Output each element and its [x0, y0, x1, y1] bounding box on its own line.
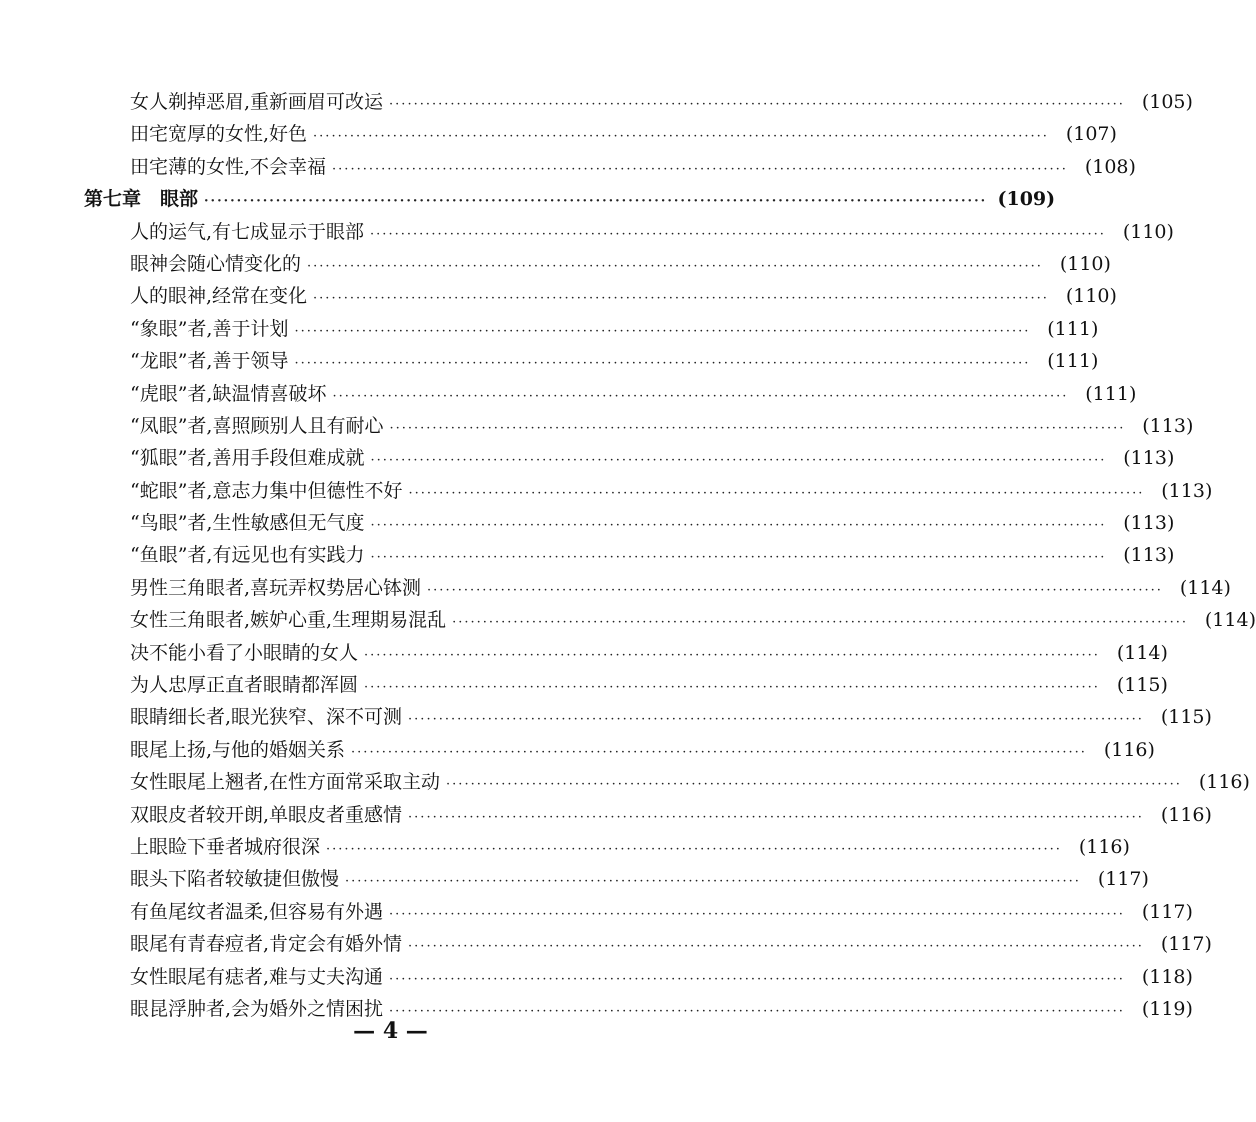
toc-list: [0, 86, 1256, 1025]
dot-leader: ························································································································: [370, 226, 1106, 242]
toc-entry-title: 为人忠厚正直者眼睛都浑圆: [130, 674, 359, 697]
toc-entry-page: (116): [1078, 835, 1130, 858]
toc-entry-title: 女性眼尾上翘者,在性方面常采取主动: [130, 771, 441, 794]
toc-entry: [0, 442, 1175, 474]
toc-entry: [0, 572, 1231, 604]
toc-entry-page: (119): [1141, 997, 1193, 1020]
dot-leader: ························································································································: [389, 906, 1125, 922]
toc-entry: [0, 928, 1212, 960]
toc-entry-title: 人的运气,有七成显示于眼部: [130, 220, 365, 243]
dot-leader: ························································································································: [364, 680, 1100, 696]
toc-entry: [0, 345, 1099, 377]
toc-entry-title: 第七章 眼部: [84, 188, 199, 211]
toc-entry-page: (116): [1103, 738, 1155, 761]
toc-entry-page: (110): [1065, 285, 1117, 308]
toc-entry: [0, 86, 1193, 118]
toc-entry-title: 上眼睑下垂者城府很深: [130, 835, 321, 858]
toc-entry: [0, 507, 1175, 539]
toc-entry: [0, 378, 1137, 410]
toc-entry-page: (115): [1116, 674, 1168, 697]
dot-leader: ························································································································: [408, 939, 1144, 955]
toc-entry-page: (116): [1160, 803, 1212, 826]
toc-entry-page: (113): [1123, 544, 1175, 567]
toc-entry-title: “鸟眼”者,生性敏感但无气度: [130, 512, 365, 535]
dot-leader: ························································································································: [389, 97, 1125, 112]
toc-entry-title: 女性三角眼者,嫉妒心重,生理期易混乱: [130, 609, 447, 632]
dot-leader: ························································································································: [204, 194, 988, 210]
toc-entry: [0, 539, 1175, 571]
toc-entry: [0, 280, 1117, 312]
toc-entry: [0, 604, 1256, 636]
toc-entry-page: (114): [1204, 609, 1256, 632]
toc-entry-title: “虎眼”者,缺温情喜破坏: [130, 382, 327, 405]
dot-leader: ························································································································: [408, 485, 1145, 501]
toc-entry-page: (105): [1141, 91, 1193, 113]
toc-entry-title: 双眼皮者较开朗,单眼皮者重感情: [130, 803, 403, 826]
dot-leader: ························································································································: [446, 777, 1182, 793]
toc-entry: [0, 313, 1099, 345]
toc-entry-page: (110): [1059, 252, 1111, 275]
toc-entry: [0, 896, 1193, 928]
toc-entry-page: (110): [1122, 220, 1174, 243]
toc-entry-title: 眼睛细长者,眼光狭窄、深不可测: [130, 706, 403, 729]
dot-leader: ························································································································: [427, 582, 1163, 598]
toc-entry: [0, 799, 1212, 831]
dot-leader: ························································································································: [370, 550, 1107, 566]
toc-entry-page: (109): [997, 188, 1056, 211]
dot-leader: ························································································································: [364, 647, 1100, 663]
toc-entry-page: (113): [1123, 512, 1175, 535]
toc-entry: [0, 475, 1213, 507]
toc-chapter-entry: [0, 183, 1056, 215]
toc-entry-title: 女性眼尾有痣者,难与丈夫沟通: [130, 965, 384, 988]
dot-leader: ························································································································: [345, 874, 1081, 890]
toc-entry-title: “狐眼”者,善用手段但难成就: [130, 447, 365, 470]
dot-leader: ························································································································: [307, 258, 1043, 274]
toc-entry-title: 眼昆浮肿者,会为婚外之情困扰: [130, 997, 384, 1020]
toc-entry-title: “凤眼”者,喜照顾别人且有耐心: [130, 414, 384, 437]
toc-entry-page: (111): [1047, 350, 1099, 373]
toc-entry-page: (107): [1065, 123, 1117, 146]
toc-entry-title: 眼尾有青春痘者,肯定会有婚外情: [130, 933, 403, 956]
dot-leader: ························································································································: [408, 809, 1144, 825]
toc-entry-title: “蛇眼”者,意志力集中但德性不好: [130, 479, 403, 502]
toc-entry-title: “象眼”者,善于计划: [130, 317, 289, 340]
dot-leader: ························································································································: [332, 388, 1069, 404]
toc-entry-page: (116): [1198, 771, 1250, 794]
toc-entry-page: (115): [1160, 706, 1212, 729]
toc-entry: [0, 118, 1117, 150]
toc-entry-page: (111): [1047, 317, 1099, 340]
dot-leader: ························································································································: [408, 712, 1144, 728]
toc-entry-title: 眼头下陷者较敏捷但傲慢: [130, 868, 340, 891]
dot-leader: ························································································································: [326, 841, 1062, 857]
toc-entry: [0, 248, 1111, 280]
toc-entry-title: 田宅薄的女性,不会幸福: [130, 155, 327, 178]
toc-entry-page: (117): [1160, 933, 1212, 956]
toc-entry-title: 田宅宽厚的女性,好色: [130, 123, 308, 146]
toc-entry-title: 眼神会随心情变化的: [130, 252, 302, 275]
toc-entry: [0, 831, 1130, 863]
toc-entry-page: (117): [1141, 900, 1193, 923]
toc-entry-title: “龙眼”者,善于领导: [130, 350, 289, 373]
toc-entry: [0, 669, 1168, 701]
toc-entry: [0, 216, 1174, 248]
toc-entry-page: (113): [1142, 414, 1194, 437]
toc-entry: [0, 766, 1250, 798]
dot-leader: ························································································································: [294, 323, 1031, 339]
dot-leader: ························································································································: [332, 161, 1068, 177]
toc-entry: [0, 961, 1193, 993]
toc-entry-page: (108): [1084, 155, 1136, 178]
toc-entry-page: (114): [1116, 641, 1168, 664]
dot-leader: ························································································································: [294, 356, 1031, 372]
toc-entry: [0, 734, 1155, 766]
dot-leader: ························································································································: [351, 744, 1087, 760]
toc-entry: [0, 410, 1194, 442]
dot-leader: ························································································································: [313, 291, 1049, 307]
table-of-contents: [0, 86, 1256, 1025]
dot-leader: ························································································································: [370, 453, 1107, 469]
toc-entry-page: (113): [1161, 479, 1213, 502]
toc-entry-page: (114): [1179, 576, 1231, 599]
toc-entry: [0, 701, 1212, 733]
toc-entry: [0, 637, 1168, 669]
dot-leader: ························································································································: [389, 1003, 1125, 1019]
toc-entry-title: 女人剃掉恶眉,重新画眉可改运: [130, 91, 384, 113]
page-number: — 4 —: [353, 1018, 428, 1044]
dot-leader: ························································································································: [370, 518, 1107, 534]
toc-entry-page: (117): [1097, 868, 1149, 891]
toc-entry-title: 人的眼神,经常在变化: [130, 285, 308, 308]
toc-entry-title: 眼尾上扬,与他的婚姻关系: [130, 738, 346, 761]
dot-leader: ························································································································: [313, 129, 1049, 145]
toc-entry-title: 有鱼尾纹者温柔,但容易有外遇: [130, 900, 384, 923]
toc-entry-page: (111): [1085, 382, 1137, 405]
toc-entry-title: “鱼眼”者,有远见也有实践力: [130, 544, 365, 567]
dot-leader: ························································································································: [389, 420, 1126, 436]
toc-entry-page: (118): [1141, 965, 1193, 988]
toc-entry-title: 决不能小看了小眼睛的女人: [130, 641, 359, 664]
dot-leader: ························································································································: [452, 615, 1188, 631]
toc-entry-page: (113): [1123, 447, 1175, 470]
toc-entry: [0, 863, 1149, 895]
toc-entry: [0, 151, 1136, 183]
dot-leader: ························································································································: [389, 971, 1125, 987]
toc-entry-title: 男性三角眼者,喜玩弄权势居心钵测: [130, 576, 422, 599]
